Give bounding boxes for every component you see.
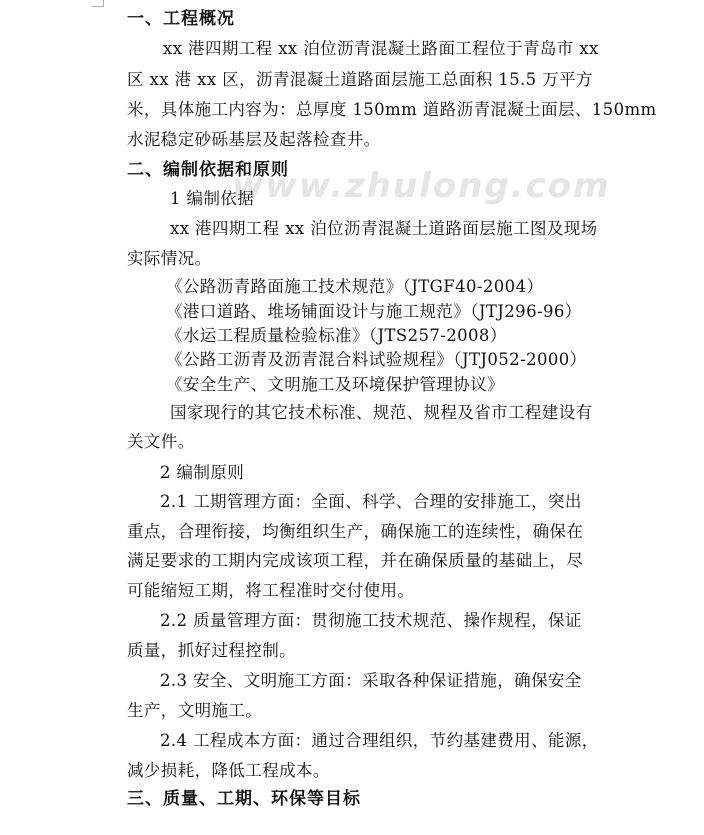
reference-item: 《水运工程质量检验标准》（JTS257-2008） (166, 326, 507, 345)
paragraph-line: 2.2 质量管理方面：贯彻施工技术规范、操作规程，保证 (160, 611, 582, 630)
section-heading-basis: 二、编制依据和原则 (127, 160, 289, 180)
subsection-title: 2 编制原则 (160, 463, 245, 482)
paragraph-line: 米，具体施工内容为：总厚度 150mm 道路沥青混凝土面层、150mm (127, 100, 657, 119)
margin-crop-mark (103, 0, 104, 7)
paragraph-line: 2.3 安全、文明施工方面：采取各种保证措施，确保安全 (160, 671, 582, 690)
paragraph-line: 重点，合理衔接，均衡组织生产，确保施工的连续性，确保在 (127, 522, 584, 541)
paragraph-line: 满足要求的工期内完成该项工程，并在确保质量的基础上，尽 (127, 551, 584, 570)
paragraph-line: xx 港四期工程 xx 泊位沥青混凝土道路面层施工图及现场 (170, 219, 598, 238)
reference-item: 《公路工沥青及沥青混合料试验规程》（JTJ052-2000） (166, 350, 587, 369)
paragraph-line: 减少损耗，降低工程成本。 (127, 761, 330, 780)
section-heading-goals: 三、质量、工期、环保等目标 (127, 789, 361, 809)
section-heading-overview: 一、工程概况 (127, 9, 235, 29)
paragraph-line: 实际情况。 (127, 249, 212, 268)
paragraph-line: 可能缩短工期，将工程准时交付使用。 (127, 581, 415, 600)
paragraph-line: 2.1 工期管理方面：全面、科学、合理的安排施工，突出 (160, 492, 582, 511)
paragraph-line: 国家现行的其它技术标准、规范、规程及省市工程建设有 (170, 403, 593, 422)
paragraph-line: 水泥稳定砂砾基层及起落检查井。 (127, 130, 381, 149)
reference-item: 《安全生产、文明施工及环境保护管理协议》 (166, 375, 504, 394)
watermark: www.zhulong.com (232, 166, 611, 206)
paragraph-line: 生产，文明施工。 (127, 701, 263, 720)
paragraph-line: 关文件。 (127, 432, 195, 451)
subsection-title: 1 编制依据 (170, 189, 255, 208)
reference-item: 《公路沥青路面施工技术规范》（JTGF40-2004） (166, 277, 544, 296)
paragraph-line: 2.4 工程成本方面：通过合理组织，节约基建费用、能源， (160, 731, 599, 750)
paragraph-line: 区 xx 港 xx 区，沥青混凝土道路面层施工总面积 15.5 万平方 (127, 70, 593, 89)
reference-item: 《港口道路、堆场铺面设计与施工规范》（JTJ296-96） (166, 302, 582, 321)
paragraph-line: 质量，抓好过程控制。 (127, 641, 296, 660)
paragraph-line: xx 港四期工程 xx 泊位沥青混凝土路面工程位于青岛市 xx (163, 39, 599, 58)
